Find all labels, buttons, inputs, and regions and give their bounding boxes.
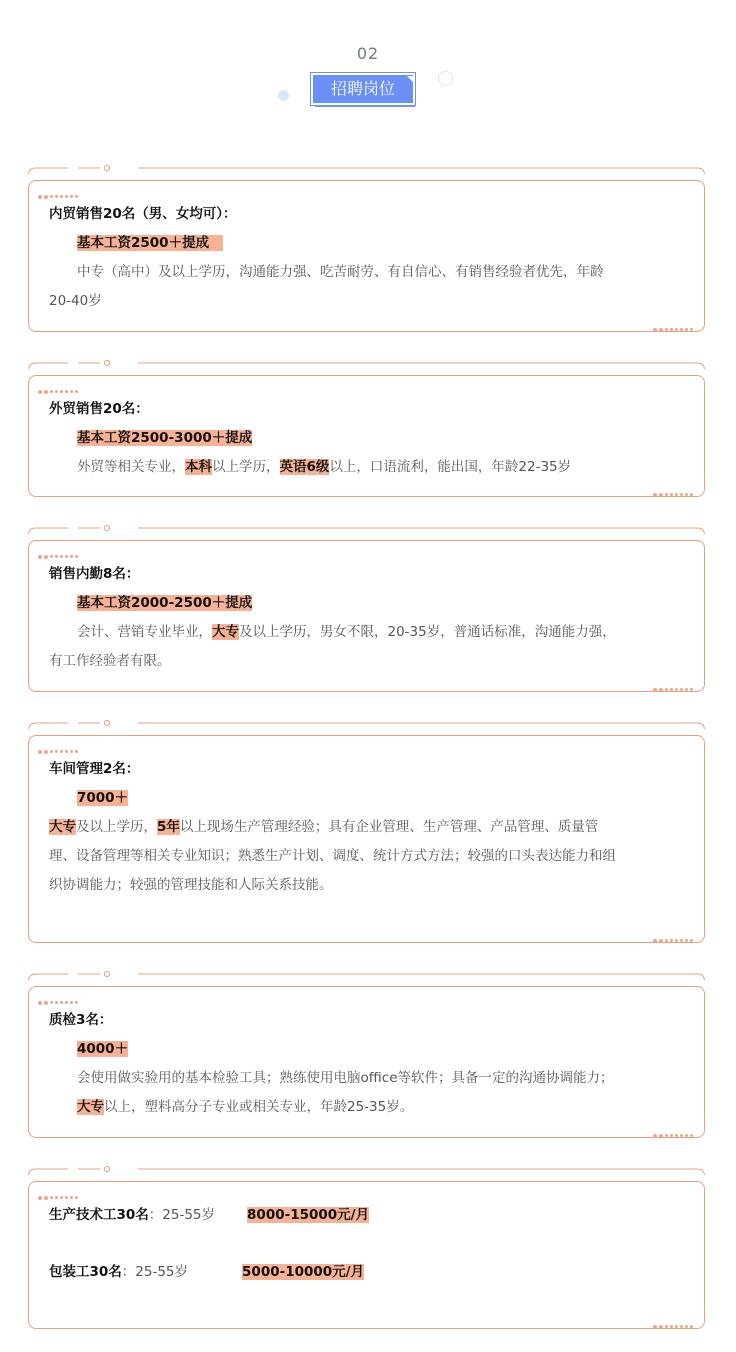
job-card-domestic-sales [28, 164, 705, 334]
salary-highlight: 基本工资2500＋提成 [77, 235, 223, 251]
salary-highlight: 基本工资2000-2500＋提成 [77, 595, 253, 611]
job-card-workshop-manager [28, 719, 705, 945]
card-top-decor [28, 359, 705, 369]
job-description-cont: 有工作经验者有限。 [49, 653, 171, 669]
job-title: 质检3名： [49, 1012, 113, 1028]
decor-ring-icon [438, 71, 453, 86]
job-description: 中专（高中）及以上学历，沟通能力强、吃苦耐劳、有自信心、有销售经验者优先，年龄 [77, 264, 604, 280]
card-content [49, 1006, 689, 1122]
job-line-technician [49, 1201, 689, 1230]
job-description-cont: 大专以上，塑料高分子专业或相关专业，年龄25-35岁。 [77, 1099, 414, 1115]
job-description: 会计、营销专业毕业，大专及以上学历，男女不限，20-35岁，普通话标准，沟通能力强， [77, 624, 616, 640]
job-description-cont: 20-40岁 [49, 293, 102, 309]
card-top-decor [28, 970, 705, 980]
job-title: 销售内勤8名： [49, 566, 140, 582]
section-title-badge [311, 73, 417, 107]
job-title: 外贸销售20名： [49, 401, 149, 417]
card-content [49, 560, 689, 676]
salary-highlight: 5000-10000元/月 [242, 1264, 365, 1280]
job-card-sales-assistant [28, 524, 705, 694]
salary-highlight: 基本工资2500-3000＋提成 [77, 430, 253, 446]
job-card-foreign-sales [28, 359, 705, 499]
english-level-highlight: 英语6级 [279, 459, 330, 475]
degree-highlight: 大专 [77, 1099, 104, 1115]
job-description-cont: 理、设备管理等相关专业知识；熟悉生产计划、调度、统计方式方法；较强的口头表达能力和组 [49, 848, 616, 864]
job-title: 车间管理2名： [49, 761, 140, 777]
job-title: 生产技术工30名 [49, 1207, 149, 1223]
job-description: 外贸等相关专业，本科以上学历，英语6级以上，口语流利，能出国，年龄22-35岁 [77, 459, 572, 475]
salary-highlight: 8000-15000元/月 [247, 1207, 370, 1223]
card-content [49, 395, 689, 482]
salary-highlight: 7000＋ [77, 790, 129, 806]
card-content [49, 200, 689, 316]
salary-highlight: 4000＋ [77, 1041, 129, 1057]
dots-decor-icon [653, 484, 695, 503]
job-description-cont: 织协调能力；较强的管理技能和人际关系技能。 [49, 877, 333, 893]
section-title: 招聘岗位 [311, 73, 415, 105]
dots-decor-icon [653, 319, 695, 338]
card-top-decor [28, 1165, 705, 1175]
job-description: 大专及以上学历，5年以上现场生产管理经验；具有企业管理、生产管理、产品管理、质量管 [49, 819, 599, 835]
dots-decor-icon [653, 930, 695, 949]
job-line-packer [49, 1258, 689, 1287]
job-age: ：25-55岁 [148, 1207, 216, 1223]
job-title: 内贸销售20名（男、女均可）： [49, 206, 237, 222]
job-card-workers [28, 1165, 705, 1333]
experience-highlight: 5年 [157, 819, 180, 835]
corner-fold-icon [407, 76, 414, 83]
job-title: 包装工30名 [49, 1264, 122, 1280]
job-age: ：25-55岁 [121, 1264, 189, 1280]
card-content [49, 755, 689, 900]
dots-decor-icon [653, 1125, 695, 1144]
dots-decor-icon [653, 679, 695, 698]
decor-dot-icon [278, 90, 289, 101]
card-content [49, 1201, 689, 1287]
job-description: 会使用做实验用的基本检验工具；熟练使用电脑office等软件；具备一定的沟通协调能力； [77, 1070, 614, 1086]
card-top-decor [28, 719, 705, 729]
card-top-decor [28, 164, 705, 174]
dots-decor-icon [653, 1316, 695, 1335]
degree-highlight: 本科 [185, 459, 212, 475]
degree-highlight: 大专 [49, 819, 76, 835]
card-top-decor [28, 524, 705, 534]
section-header [0, 0, 736, 130]
section-number: 02 [356, 44, 380, 63]
job-card-quality-inspector [28, 970, 705, 1140]
degree-highlight: 大专 [212, 624, 239, 640]
